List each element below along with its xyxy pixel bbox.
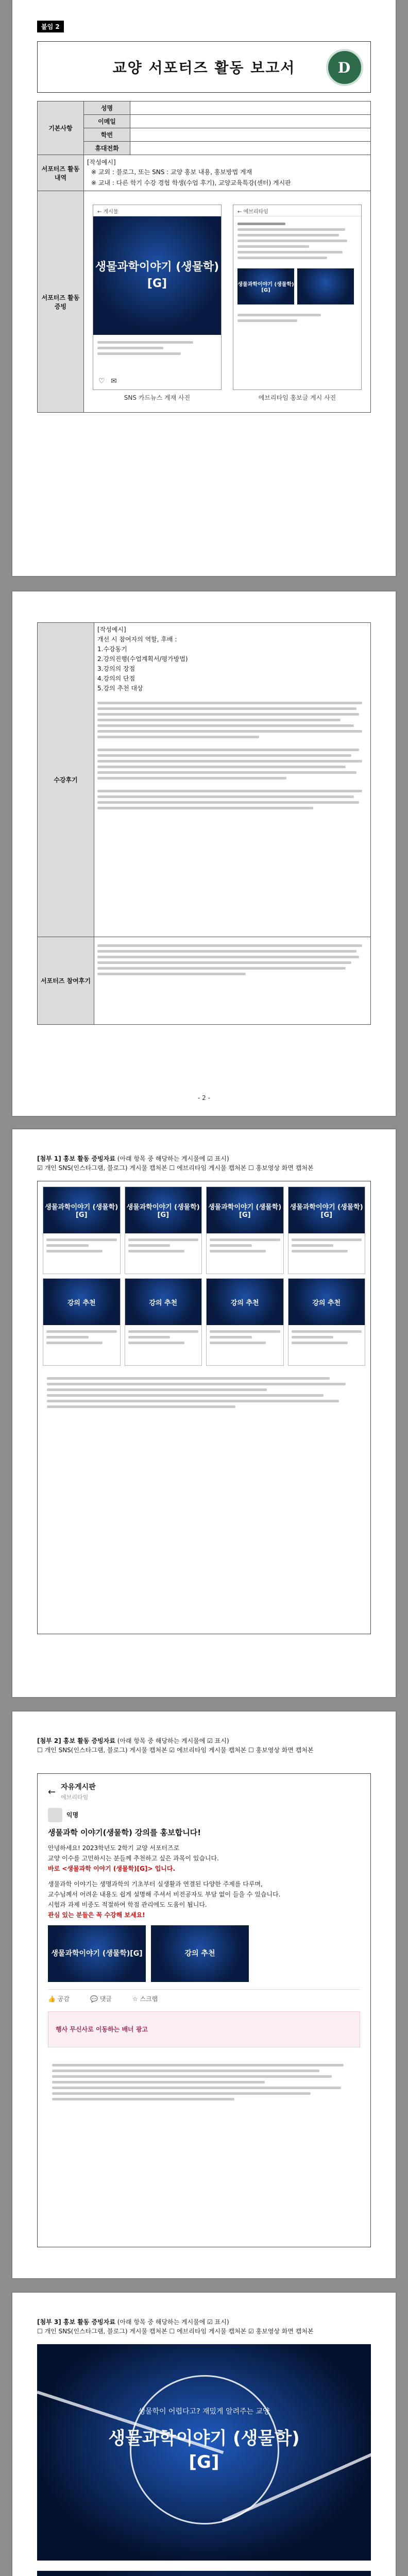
course-review-label: 수강후기: [38, 623, 94, 937]
sns-caption: SNS 카드뉴스 게재 사진: [124, 394, 191, 401]
evidence-label: 서포터즈 활동증빙: [38, 191, 84, 413]
card-news-image: 생물과학이야기 (생물학) [G]: [93, 216, 221, 335]
activity-content: [84, 155, 371, 191]
attachment-title: [첨부 3] 홍보 활동 증빙자료: [37, 2318, 115, 2326]
report-page-2: [12, 591, 396, 1116]
name-value[interactable]: [130, 101, 371, 115]
activity-item: ※ 교외 : 블로그, 또는 SNS : 교양 홍보 내용, 홍보방법 게재: [91, 168, 252, 176]
sns-post-tile: 강의 추천: [206, 1278, 284, 1366]
evidence-checkboxes[interactable]: ☐ 개인 SNS(인스타그램, 블로그) 게시물 캡처본 ☐ 에브리타임 게시물 캡처본 ☑ 홍보영상 화면 캡처본: [37, 2328, 314, 2335]
attachment-note: (아래 항목 중 해당하는 게시물에 ☑ 표시): [117, 1737, 229, 1744]
review-line: 4.강의의 단점: [97, 675, 135, 682]
post-line: 생물과학 이야기는 생명과학의 기초부터 실생활과 연결된 다양한 주제를 다루며,: [48, 1880, 263, 1888]
sns-post-tile: 생물과학이야기 (생물학)[G]: [206, 1187, 284, 1274]
post-actions: [48, 1989, 360, 2004]
attachment-title: [첨부 1] 홍보 활동 증빙자료: [37, 1155, 115, 1162]
everytime-post: [37, 1773, 371, 2247]
attachment-title: [첨부 2] 홍보 활동 증빙자료: [37, 1737, 115, 1744]
email-label: 이메일: [84, 115, 130, 128]
attachment-tag: 붙임 2: [37, 21, 64, 32]
review-body-text: [97, 693, 367, 818]
page-number: - 2 -: [198, 1094, 210, 1101]
back-arrow-icon[interactable]: ←: [48, 1787, 56, 1798]
sns-post-tile: 생물과학이야기 (생물학)[G]: [125, 1187, 202, 1274]
sns-tile-grid: [38, 1181, 370, 1371]
post-title: 생물과학 이야기(생물학) 강의를 홍보합니다!: [48, 1828, 201, 1837]
review-line: 개선 시 참여자의 역할, 후배 :: [97, 636, 177, 643]
post-images: [48, 1925, 360, 1982]
sns-post-tile: 생물과학이야기 (생물학)[G]: [43, 1187, 121, 1274]
report-form-table: [37, 101, 371, 413]
supporter-review-content: [94, 937, 371, 1025]
attachment-page-3: [12, 2293, 396, 2576]
review-table: [37, 622, 371, 1025]
ad-banner[interactable]: 행사 무신사로 이동하는 배너 광고: [48, 2011, 360, 2047]
post-body: [48, 1843, 360, 1920]
supporter-review-label: 서포터즈 참여후기: [38, 937, 94, 1025]
review-line: 2.강의진행(수업계획서/평가방법): [97, 655, 188, 663]
evidence-content: [84, 191, 371, 413]
thumb-image: [297, 268, 354, 304]
post-line: 바로 <생물과학 이야기 (생물학)[G]> 입니다.: [48, 1865, 176, 1872]
board-subtitle: 에브리타임: [61, 1794, 89, 1801]
evidence-checkboxes[interactable]: ☑ 개인 SNS(인스타그램, 블로그) 게시물 캡처본 ☐ 에브리타임 게시물 캡처본 ☐ 홍보영상 화면 캡처본: [37, 1164, 314, 1172]
avatar: [48, 1808, 62, 1822]
course-review-content: [94, 623, 371, 937]
attachment-note: (아래 항목 중 해당하는 게시물에 ☑ 표시): [117, 1155, 229, 1162]
post-line: 관심 있는 분들은 꼭 수강해 보세요!: [48, 1911, 145, 1919]
board-header: [48, 1782, 360, 1803]
everytime-caption: 에브리타임 홍보글 게시 사진: [258, 394, 336, 401]
comment-icon[interactable]: ✉: [111, 377, 117, 385]
post-line: 교수님께서 어려운 내용도 쉽게 설명해 주셔서 비전공자도 부담 없이 들을 수 있습니다.: [48, 1891, 281, 1898]
thumb-image: 생물과학이야기 (생물학) [G]: [237, 268, 294, 304]
document-title: [37, 41, 371, 93]
scrap-button[interactable]: ☆ 스크랩: [132, 1995, 158, 2003]
post-image[interactable]: 강의 추천: [151, 1925, 249, 1982]
name-label: 성명: [84, 101, 130, 115]
video-title: 생물과학이야기 (생물학)[G]: [108, 2428, 300, 2472]
title-text: 교양 서포터즈 활동 보고서: [112, 59, 296, 76]
promo-video-frame-1: [37, 2344, 371, 2561]
attachment-heading: [37, 1736, 314, 1755]
student-id-value[interactable]: [130, 128, 371, 142]
heart-icon[interactable]: ♡: [98, 377, 105, 385]
email-value[interactable]: [130, 115, 371, 128]
activity-item: ※ 교내 : 다른 학기 수강 경험 학생(수업 후기), 교양교육특강(센터) 게시판: [91, 179, 291, 187]
promo-video-frame-2: [37, 2571, 371, 2576]
report-page-1: [12, 0, 396, 576]
activity-example-header: [작성예시]: [87, 159, 116, 166]
post-line: 안녕하세요! 2023학년도 2학기 교양 서포터즈로: [48, 1844, 180, 1852]
attachment-page-2: [12, 1711, 396, 2278]
everytime-app-bar: ← 에브리타임: [233, 205, 361, 216]
like-button[interactable]: 👍 공감: [48, 1995, 70, 2003]
sns-post-tile: 강의 추천: [288, 1278, 366, 1366]
basic-info-label: 기본사항: [38, 101, 84, 155]
author-name: 익명: [66, 1811, 79, 1819]
review-line: 1.수강동기: [97, 646, 127, 653]
seal-letter: D: [337, 59, 352, 76]
everytime-screenshot: [233, 205, 362, 390]
review-line: 3.강의의 장점: [97, 665, 135, 672]
post-line: 시험과 과제 비중도 적절하여 학점 관리에도 도움이 됩니다.: [48, 1901, 207, 1908]
student-id-label: 학번: [84, 128, 130, 142]
post-line: 교양 이수를 고민하시는 분들께 추천하고 싶은 과목이 있습니다.: [48, 1855, 219, 1862]
activity-label: 서포터즈 활동내역: [38, 155, 84, 191]
sns-app-bar: ← 게시물: [93, 205, 221, 216]
sns-screenshot: [93, 205, 222, 390]
phone-value[interactable]: [130, 142, 371, 155]
attachment-note: (아래 항목 중 해당하는 게시물에 ☑ 표시): [117, 2318, 229, 2326]
university-seal-icon: [326, 49, 363, 86]
sns-evidence-box: [37, 1181, 371, 1634]
phone-label: 휴대전화: [84, 142, 130, 155]
review-line: [작성예시]: [97, 626, 126, 633]
comment-button[interactable]: 💬 댓글: [90, 1995, 112, 2003]
attachment-heading: [37, 2317, 314, 2336]
board-name: 자유게시판: [61, 1783, 96, 1791]
attachment-heading: [37, 1154, 314, 1173]
post-image[interactable]: 생물과학이야기 (생물학)[G]: [48, 1925, 146, 1982]
sns-post-tile: 생물과학이야기 (생물학)[G]: [288, 1187, 366, 1274]
video-subtitle: 생물학이 어렵다고? 재밌게 알려주는 교양: [138, 2408, 270, 2416]
review-line: 5.강의 추천 대상: [97, 685, 143, 692]
sns-post-tile: 강의 추천: [43, 1278, 121, 1366]
attachment-page-1: [12, 1129, 396, 1697]
post-author: [48, 1808, 360, 1822]
evidence-checkboxes[interactable]: ☐ 개인 SNS(인스타그램, 블로그) 게시물 캡처본 ☑ 에브리타임 게시물 캡처본 ☐ 홍보영상 화면 캡처본: [37, 1747, 314, 1754]
sns-post-tile: 강의 추천: [125, 1278, 202, 1366]
